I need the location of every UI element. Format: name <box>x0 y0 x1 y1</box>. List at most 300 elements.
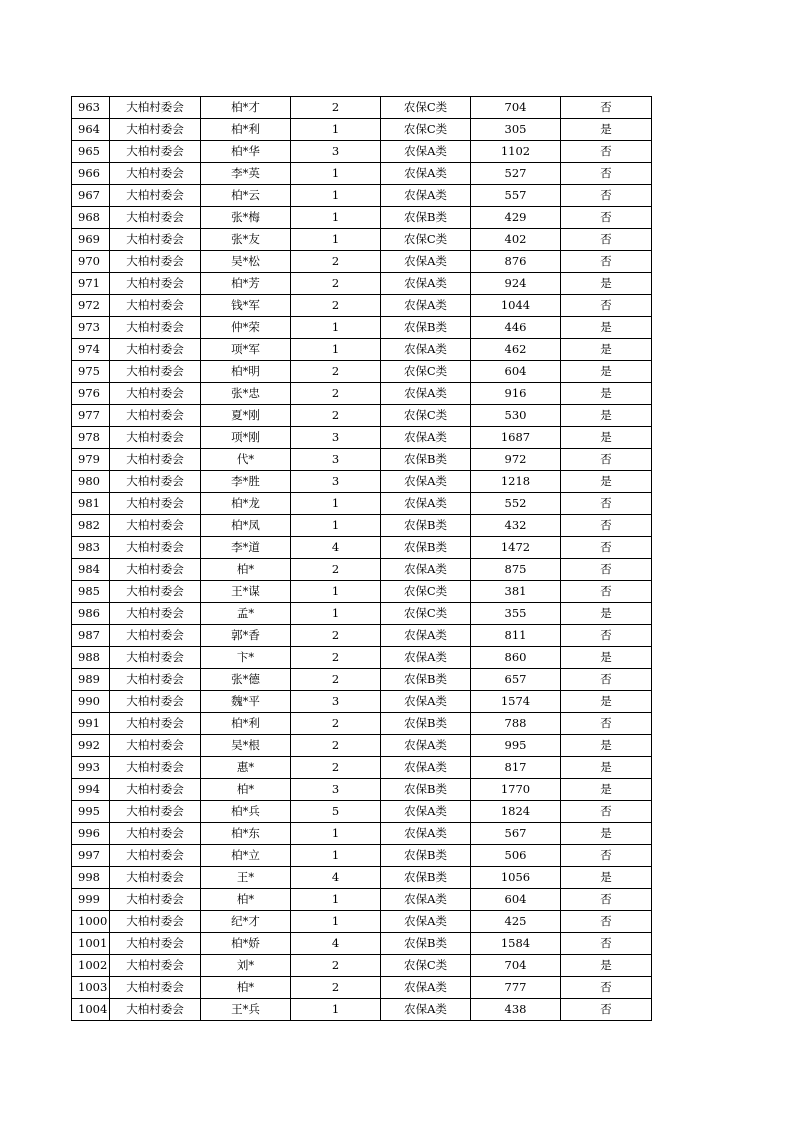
amount-cell: 704 <box>471 97 561 119</box>
amount-cell: 557 <box>471 185 561 207</box>
flag-cell: 否 <box>561 559 652 581</box>
flag-cell: 否 <box>561 493 652 515</box>
table-row <box>72 339 652 361</box>
table-row <box>72 97 652 119</box>
amount-cell: 916 <box>471 383 561 405</box>
amount-cell: 1056 <box>471 867 561 889</box>
committee-cell: 大柏村委会 <box>110 933 201 955</box>
flag-cell: 否 <box>561 141 652 163</box>
table-row <box>72 471 652 493</box>
committee-cell: 大柏村委会 <box>110 537 201 559</box>
row-number-cell: 973 <box>72 317 110 339</box>
household-count-cell: 3 <box>291 449 381 471</box>
table-row <box>72 559 652 581</box>
table-row <box>72 141 652 163</box>
flag-cell: 否 <box>561 845 652 867</box>
household-count-cell: 1 <box>291 317 381 339</box>
household-count-cell: 3 <box>291 691 381 713</box>
name-cell: 孟* <box>201 603 291 625</box>
table-row <box>72 999 652 1021</box>
name-cell: 魏*平 <box>201 691 291 713</box>
name-cell: 柏*华 <box>201 141 291 163</box>
committee-cell: 大柏村委会 <box>110 867 201 889</box>
table-row <box>72 405 652 427</box>
flag-cell: 否 <box>561 515 652 537</box>
flag-cell: 是 <box>561 691 652 713</box>
flag-cell: 否 <box>561 229 652 251</box>
committee-cell: 大柏村委会 <box>110 317 201 339</box>
name-cell: 柏* <box>201 977 291 999</box>
insurance-type-cell: 农保A类 <box>381 427 471 449</box>
insurance-type-cell: 农保A类 <box>381 977 471 999</box>
name-cell: 钱*军 <box>201 295 291 317</box>
committee-cell: 大柏村委会 <box>110 801 201 823</box>
row-number-cell: 989 <box>72 669 110 691</box>
household-count-cell: 2 <box>291 955 381 977</box>
row-number-cell: 972 <box>72 295 110 317</box>
table-row <box>72 581 652 603</box>
household-count-cell: 3 <box>291 427 381 449</box>
name-cell: 刘* <box>201 955 291 977</box>
row-number-cell: 986 <box>72 603 110 625</box>
table-row <box>72 603 652 625</box>
insurance-type-cell: 农保B类 <box>381 515 471 537</box>
insurance-type-cell: 农保B类 <box>381 449 471 471</box>
household-count-cell: 2 <box>291 251 381 273</box>
insurance-type-cell: 农保B类 <box>381 845 471 867</box>
insurance-type-cell: 农保A类 <box>381 295 471 317</box>
household-count-cell: 4 <box>291 933 381 955</box>
flag-cell: 否 <box>561 977 652 999</box>
table-body <box>72 97 652 1021</box>
insurance-type-cell: 农保A类 <box>381 691 471 713</box>
table-row <box>72 207 652 229</box>
household-count-cell: 2 <box>291 625 381 647</box>
insurance-type-cell: 农保A类 <box>381 493 471 515</box>
flag-cell: 是 <box>561 119 652 141</box>
committee-cell: 大柏村委会 <box>110 383 201 405</box>
table-row <box>72 361 652 383</box>
name-cell: 项*刚 <box>201 427 291 449</box>
committee-cell: 大柏村委会 <box>110 735 201 757</box>
amount-cell: 1824 <box>471 801 561 823</box>
row-number-cell: 967 <box>72 185 110 207</box>
flag-cell: 是 <box>561 779 652 801</box>
insurance-type-cell: 农保B类 <box>381 317 471 339</box>
insurance-type-cell: 农保C类 <box>381 955 471 977</box>
household-count-cell: 2 <box>291 97 381 119</box>
household-count-cell: 2 <box>291 361 381 383</box>
amount-cell: 425 <box>471 911 561 933</box>
table-row <box>72 383 652 405</box>
committee-cell: 大柏村委会 <box>110 185 201 207</box>
insurance-type-cell: 农保A类 <box>381 999 471 1021</box>
amount-cell: 924 <box>471 273 561 295</box>
committee-cell: 大柏村委会 <box>110 691 201 713</box>
household-count-cell: 1 <box>291 823 381 845</box>
flag-cell: 是 <box>561 867 652 889</box>
household-count-cell: 1 <box>291 911 381 933</box>
table-row <box>72 735 652 757</box>
name-cell: 李*胜 <box>201 471 291 493</box>
table-row <box>72 867 652 889</box>
committee-cell: 大柏村委会 <box>110 119 201 141</box>
amount-cell: 527 <box>471 163 561 185</box>
data-table <box>71 96 652 1021</box>
name-cell: 纪*才 <box>201 911 291 933</box>
insurance-type-cell: 农保B类 <box>381 867 471 889</box>
name-cell: 柏*东 <box>201 823 291 845</box>
row-number-cell: 977 <box>72 405 110 427</box>
amount-cell: 1574 <box>471 691 561 713</box>
household-count-cell: 3 <box>291 779 381 801</box>
committee-cell: 大柏村委会 <box>110 339 201 361</box>
amount-cell: 1044 <box>471 295 561 317</box>
name-cell: 王*兵 <box>201 999 291 1021</box>
flag-cell: 否 <box>561 295 652 317</box>
household-count-cell: 1 <box>291 845 381 867</box>
household-count-cell: 3 <box>291 471 381 493</box>
insurance-type-cell: 农保A类 <box>381 185 471 207</box>
flag-cell: 是 <box>561 273 652 295</box>
committee-cell: 大柏村委会 <box>110 141 201 163</box>
row-number-cell: 979 <box>72 449 110 471</box>
household-count-cell: 1 <box>291 339 381 361</box>
name-cell: 柏*芳 <box>201 273 291 295</box>
amount-cell: 552 <box>471 493 561 515</box>
insurance-type-cell: 农保C类 <box>381 405 471 427</box>
name-cell: 夏*刚 <box>201 405 291 427</box>
name-cell: 张*德 <box>201 669 291 691</box>
row-number-cell: 984 <box>72 559 110 581</box>
insurance-type-cell: 农保A类 <box>381 383 471 405</box>
amount-cell: 432 <box>471 515 561 537</box>
flag-cell: 是 <box>561 361 652 383</box>
flag-cell: 否 <box>561 207 652 229</box>
insurance-type-cell: 农保A类 <box>381 823 471 845</box>
name-cell: 柏*龙 <box>201 493 291 515</box>
name-cell: 王*谋 <box>201 581 291 603</box>
household-count-cell: 2 <box>291 383 381 405</box>
amount-cell: 604 <box>471 361 561 383</box>
insurance-type-cell: 农保A类 <box>381 339 471 361</box>
table-row <box>72 251 652 273</box>
household-count-cell: 1 <box>291 889 381 911</box>
insurance-type-cell: 农保A类 <box>381 911 471 933</box>
flag-cell: 是 <box>561 603 652 625</box>
insurance-type-cell: 农保C类 <box>381 361 471 383</box>
table-row <box>72 669 652 691</box>
flag-cell: 否 <box>561 537 652 559</box>
household-count-cell: 2 <box>291 977 381 999</box>
row-number-cell: 1002 <box>72 955 110 977</box>
committee-cell: 大柏村委会 <box>110 405 201 427</box>
name-cell: 柏*兵 <box>201 801 291 823</box>
committee-cell: 大柏村委会 <box>110 977 201 999</box>
flag-cell: 否 <box>561 163 652 185</box>
household-count-cell: 2 <box>291 735 381 757</box>
name-cell: 李*道 <box>201 537 291 559</box>
committee-cell: 大柏村委会 <box>110 955 201 977</box>
row-number-cell: 997 <box>72 845 110 867</box>
amount-cell: 305 <box>471 119 561 141</box>
table-row <box>72 427 652 449</box>
row-number-cell: 971 <box>72 273 110 295</box>
household-count-cell: 1 <box>291 229 381 251</box>
row-number-cell: 974 <box>72 339 110 361</box>
committee-cell: 大柏村委会 <box>110 207 201 229</box>
name-cell: 柏*娇 <box>201 933 291 955</box>
household-count-cell: 1 <box>291 207 381 229</box>
name-cell: 张*忠 <box>201 383 291 405</box>
table-row <box>72 317 652 339</box>
amount-cell: 1584 <box>471 933 561 955</box>
amount-cell: 972 <box>471 449 561 471</box>
amount-cell: 777 <box>471 977 561 999</box>
household-count-cell: 5 <box>291 801 381 823</box>
insurance-type-cell: 农保A类 <box>381 273 471 295</box>
name-cell: 柏* <box>201 889 291 911</box>
row-number-cell: 998 <box>72 867 110 889</box>
amount-cell: 704 <box>471 955 561 977</box>
committee-cell: 大柏村委会 <box>110 647 201 669</box>
committee-cell: 大柏村委会 <box>110 229 201 251</box>
table-row <box>72 273 652 295</box>
committee-cell: 大柏村委会 <box>110 911 201 933</box>
table-row <box>72 449 652 471</box>
flag-cell: 是 <box>561 647 652 669</box>
flag-cell: 否 <box>561 911 652 933</box>
insurance-type-cell: 农保A类 <box>381 141 471 163</box>
flag-cell: 否 <box>561 625 652 647</box>
insurance-type-cell: 农保A类 <box>381 889 471 911</box>
table-row <box>72 889 652 911</box>
committee-cell: 大柏村委会 <box>110 515 201 537</box>
row-number-cell: 985 <box>72 581 110 603</box>
table-row <box>72 779 652 801</box>
flag-cell: 是 <box>561 955 652 977</box>
amount-cell: 875 <box>471 559 561 581</box>
household-count-cell: 1 <box>291 185 381 207</box>
amount-cell: 1472 <box>471 537 561 559</box>
name-cell: 柏*明 <box>201 361 291 383</box>
committee-cell: 大柏村委会 <box>110 669 201 691</box>
committee-cell: 大柏村委会 <box>110 757 201 779</box>
name-cell: 柏* <box>201 559 291 581</box>
amount-cell: 567 <box>471 823 561 845</box>
amount-cell: 860 <box>471 647 561 669</box>
flag-cell: 否 <box>561 185 652 207</box>
insurance-type-cell: 农保A类 <box>381 757 471 779</box>
row-number-cell: 983 <box>72 537 110 559</box>
table-row <box>72 493 652 515</box>
row-number-cell: 964 <box>72 119 110 141</box>
insurance-type-cell: 农保B类 <box>381 537 471 559</box>
amount-cell: 1102 <box>471 141 561 163</box>
name-cell: 柏*云 <box>201 185 291 207</box>
committee-cell: 大柏村委会 <box>110 999 201 1021</box>
flag-cell: 是 <box>561 383 652 405</box>
row-number-cell: 1001 <box>72 933 110 955</box>
household-count-cell: 2 <box>291 713 381 735</box>
household-count-cell: 2 <box>291 559 381 581</box>
table-row <box>72 119 652 141</box>
row-number-cell: 969 <box>72 229 110 251</box>
table-row <box>72 845 652 867</box>
insurance-type-cell: 农保B类 <box>381 207 471 229</box>
amount-cell: 995 <box>471 735 561 757</box>
household-count-cell: 3 <box>291 141 381 163</box>
committee-cell: 大柏村委会 <box>110 471 201 493</box>
insurance-type-cell: 农保A类 <box>381 625 471 647</box>
insurance-type-cell: 农保B类 <box>381 669 471 691</box>
committee-cell: 大柏村委会 <box>110 889 201 911</box>
table-row <box>72 757 652 779</box>
committee-cell: 大柏村委会 <box>110 251 201 273</box>
table-row <box>72 163 652 185</box>
name-cell: 张*友 <box>201 229 291 251</box>
committee-cell: 大柏村委会 <box>110 581 201 603</box>
row-number-cell: 990 <box>72 691 110 713</box>
committee-cell: 大柏村委会 <box>110 559 201 581</box>
table-row <box>72 911 652 933</box>
insurance-type-cell: 农保C类 <box>381 229 471 251</box>
insurance-type-cell: 农保B类 <box>381 779 471 801</box>
name-cell: 柏*才 <box>201 97 291 119</box>
table-row <box>72 691 652 713</box>
row-number-cell: 999 <box>72 889 110 911</box>
amount-cell: 604 <box>471 889 561 911</box>
household-count-cell: 4 <box>291 537 381 559</box>
table-row <box>72 295 652 317</box>
table-row <box>72 537 652 559</box>
table-row <box>72 185 652 207</box>
household-count-cell: 2 <box>291 669 381 691</box>
household-count-cell: 2 <box>291 273 381 295</box>
insurance-type-cell: 农保C类 <box>381 581 471 603</box>
row-number-cell: 978 <box>72 427 110 449</box>
committee-cell: 大柏村委会 <box>110 845 201 867</box>
flag-cell: 是 <box>561 317 652 339</box>
flag-cell: 是 <box>561 823 652 845</box>
row-number-cell: 987 <box>72 625 110 647</box>
flag-cell: 否 <box>561 999 652 1021</box>
flag-cell: 是 <box>561 427 652 449</box>
household-count-cell: 1 <box>291 603 381 625</box>
flag-cell: 是 <box>561 339 652 361</box>
name-cell: 吴*根 <box>201 735 291 757</box>
row-number-cell: 982 <box>72 515 110 537</box>
row-number-cell: 1004 <box>72 999 110 1021</box>
amount-cell: 1218 <box>471 471 561 493</box>
amount-cell: 446 <box>471 317 561 339</box>
name-cell: 柏*立 <box>201 845 291 867</box>
row-number-cell: 981 <box>72 493 110 515</box>
amount-cell: 402 <box>471 229 561 251</box>
flag-cell: 是 <box>561 735 652 757</box>
amount-cell: 817 <box>471 757 561 779</box>
insurance-type-cell: 农保A类 <box>381 559 471 581</box>
table-row <box>72 229 652 251</box>
flag-cell: 是 <box>561 405 652 427</box>
name-cell: 柏* <box>201 779 291 801</box>
row-number-cell: 1000 <box>72 911 110 933</box>
amount-cell: 429 <box>471 207 561 229</box>
amount-cell: 1770 <box>471 779 561 801</box>
row-number-cell: 966 <box>72 163 110 185</box>
name-cell: 卞* <box>201 647 291 669</box>
row-number-cell: 965 <box>72 141 110 163</box>
insurance-type-cell: 农保C类 <box>381 119 471 141</box>
name-cell: 郭*香 <box>201 625 291 647</box>
household-count-cell: 1 <box>291 999 381 1021</box>
committee-cell: 大柏村委会 <box>110 449 201 471</box>
insurance-type-cell: 农保A类 <box>381 801 471 823</box>
insurance-type-cell: 农保C类 <box>381 97 471 119</box>
flag-cell: 是 <box>561 757 652 779</box>
committee-cell: 大柏村委会 <box>110 779 201 801</box>
table-row <box>72 823 652 845</box>
insurance-type-cell: 农保B类 <box>381 933 471 955</box>
row-number-cell: 975 <box>72 361 110 383</box>
name-cell: 仲*荣 <box>201 317 291 339</box>
name-cell: 李*英 <box>201 163 291 185</box>
committee-cell: 大柏村委会 <box>110 427 201 449</box>
amount-cell: 381 <box>471 581 561 603</box>
committee-cell: 大柏村委会 <box>110 163 201 185</box>
amount-cell: 1687 <box>471 427 561 449</box>
table-row <box>72 713 652 735</box>
insurance-type-cell: 农保A类 <box>381 163 471 185</box>
name-cell: 张*梅 <box>201 207 291 229</box>
table-row <box>72 625 652 647</box>
amount-cell: 438 <box>471 999 561 1021</box>
insurance-type-cell: 农保B类 <box>381 713 471 735</box>
household-count-cell: 4 <box>291 867 381 889</box>
row-number-cell: 980 <box>72 471 110 493</box>
committee-cell: 大柏村委会 <box>110 493 201 515</box>
flag-cell: 否 <box>561 97 652 119</box>
flag-cell: 否 <box>561 933 652 955</box>
flag-cell: 否 <box>561 449 652 471</box>
amount-cell: 462 <box>471 339 561 361</box>
name-cell: 惠* <box>201 757 291 779</box>
row-number-cell: 963 <box>72 97 110 119</box>
committee-cell: 大柏村委会 <box>110 361 201 383</box>
flag-cell: 否 <box>561 669 652 691</box>
row-number-cell: 996 <box>72 823 110 845</box>
name-cell: 代* <box>201 449 291 471</box>
table-row <box>72 977 652 999</box>
household-count-cell: 2 <box>291 647 381 669</box>
row-number-cell: 991 <box>72 713 110 735</box>
committee-cell: 大柏村委会 <box>110 625 201 647</box>
insurance-type-cell: 农保A类 <box>381 251 471 273</box>
household-count-cell: 1 <box>291 163 381 185</box>
table-row <box>72 801 652 823</box>
row-number-cell: 970 <box>72 251 110 273</box>
table-row <box>72 955 652 977</box>
row-number-cell: 988 <box>72 647 110 669</box>
household-count-cell: 2 <box>291 757 381 779</box>
household-count-cell: 1 <box>291 515 381 537</box>
row-number-cell: 994 <box>72 779 110 801</box>
insurance-type-cell: 农保A类 <box>381 471 471 493</box>
household-count-cell: 1 <box>291 581 381 603</box>
name-cell: 项*军 <box>201 339 291 361</box>
row-number-cell: 968 <box>72 207 110 229</box>
row-number-cell: 995 <box>72 801 110 823</box>
